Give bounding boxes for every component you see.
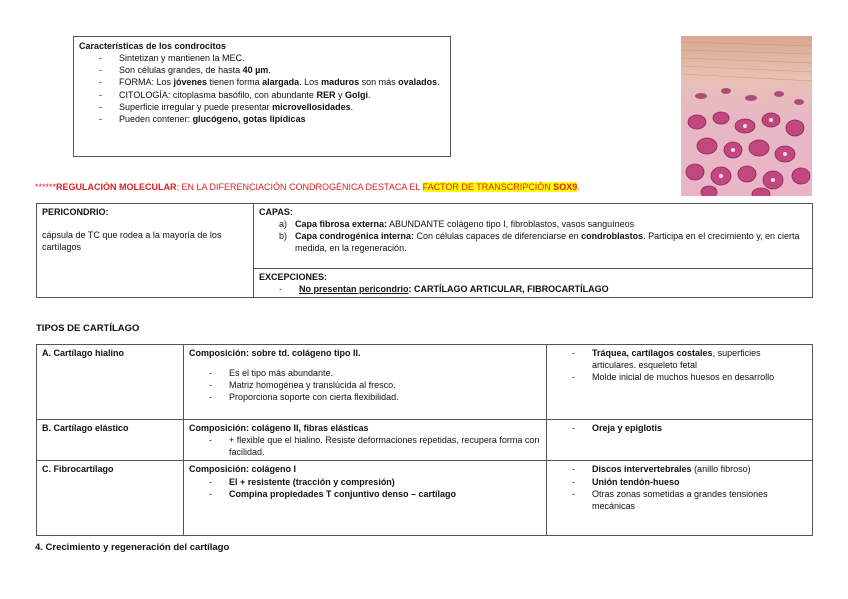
- micrograph-image: [681, 36, 812, 196]
- tipo-location-cell: [547, 420, 813, 461]
- text-run: Oreja y epiglotis: [592, 423, 663, 433]
- condrocitos-item: [79, 52, 445, 64]
- capa-desc: ABUNDANTE colágeno tipo I, fibroblastos, vasos sanguíneos: [387, 219, 635, 230]
- text-run: .: [268, 65, 271, 76]
- text-run: CITOLOGÍA: citoplasma basófilo, con abundante: [119, 89, 317, 100]
- condrocitos-item: [79, 76, 445, 88]
- tipo-composition: Composición: colágeno II, fibras elásticas: [189, 423, 369, 433]
- excepciones-title: EXCEPCIONES:: [259, 272, 328, 282]
- capa-desc: Con células capaces de diferenciarse en: [414, 231, 582, 242]
- capa-marker: b): [279, 231, 288, 242]
- location-list: [552, 463, 807, 512]
- location-item: [552, 422, 807, 434]
- location-list: [552, 347, 807, 383]
- capa-name: Capa condrogénica interna:: [295, 231, 415, 242]
- composition-item: [189, 434, 541, 458]
- text-run: jóvenes: [173, 77, 208, 88]
- composition-item: [189, 367, 541, 379]
- capa-item: [259, 218, 807, 230]
- composition-text: Compina propiedades T conjuntivo denso – cartílago: [229, 488, 457, 499]
- condrocitos-item: [79, 89, 445, 101]
- text-run: Superficie irregular y puede presentar: [119, 101, 273, 112]
- text-run: son más: [359, 77, 399, 88]
- pericondrio-description: cápsula de TC que rodea a la mayoría de los cartílagos: [42, 230, 222, 253]
- location-item: [552, 371, 807, 383]
- tipo-row: [37, 345, 813, 420]
- tipo-row: [37, 461, 813, 536]
- highlight-sox9: SOX9: [553, 182, 578, 192]
- tipo-name-cell: [37, 420, 184, 461]
- composition-text: El + resistente (tracción y compresión): [229, 476, 395, 487]
- text-run: Tráquea, cartílagos costales: [592, 348, 713, 358]
- composition-item: [189, 391, 541, 403]
- location-item: [552, 476, 807, 488]
- tipo-composition-cell: [184, 420, 547, 461]
- capas-title: CAPAS:: [259, 207, 293, 217]
- regulacion-stars: ******: [35, 182, 57, 192]
- tipo-composition-cell: [184, 461, 547, 536]
- excepciones-list: [259, 283, 807, 295]
- condrocitos-item: [79, 64, 445, 76]
- condrocitos-list: [79, 52, 445, 125]
- text-run: tienen forma: [207, 77, 263, 88]
- capas-list: [259, 218, 807, 254]
- text-run: .: [350, 101, 354, 112]
- capa-item: [259, 230, 807, 254]
- location-list: [552, 422, 807, 434]
- capa-name: Capa fibrosa externa:: [295, 219, 388, 230]
- location-item: [552, 488, 807, 512]
- composition-list: [189, 367, 541, 403]
- text-run: y: [335, 89, 345, 100]
- text-run: Sintetizan y mantienen la MEC.: [119, 53, 245, 64]
- pericondrio-title: PERICONDRIO:: [42, 207, 109, 217]
- capa-desc-end: . Participa en el crecimiento y, en cierta medida, en la regeneración.: [295, 231, 800, 254]
- composition-item: [189, 476, 541, 488]
- tipo-name-cell: [37, 345, 184, 420]
- text-run: glucógeno, gotas lipídicas: [192, 113, 306, 124]
- text-run: , superficies articulares. esqueleto fetal: [592, 348, 761, 371]
- location-item: [552, 463, 807, 475]
- composition-text: Matriz homogénea y translúcida al fresco.: [229, 380, 396, 391]
- text-run: Golgi: [344, 89, 368, 100]
- composition-text: Es el tipo más abundante.: [229, 368, 334, 379]
- text-run: Son células grandes, de hasta: [119, 65, 243, 76]
- condrocitos-item: [79, 113, 445, 125]
- regulacion-molecular-line: [35, 181, 815, 193]
- composition-list: [189, 434, 541, 458]
- tipo-row: [37, 420, 813, 461]
- tipo-composition-cell: [184, 345, 547, 420]
- composition-item: [189, 379, 541, 391]
- excepcion-underlined: No presentan pericondrio: [299, 284, 409, 295]
- tipos-table: [36, 344, 813, 536]
- composition-text: + flexible que el hialino. Resiste deformaciones repetidas, recupera forma con facilidad.: [229, 435, 540, 458]
- pericondrio-table: [36, 203, 813, 298]
- text-run: 40 µm: [242, 65, 269, 76]
- tipos-heading: TIPOS DE CARTÍLAGO: [36, 323, 140, 334]
- composition-item: [189, 488, 541, 500]
- tipo-name: A. Cartílago hialino: [42, 348, 125, 358]
- text-run: alargada: [262, 77, 300, 88]
- regulacion-text: : EN LA DIFERENCIACIÓN CONDROGÉNICA DESTACA EL: [176, 182, 423, 192]
- text-run: RER: [316, 89, 336, 100]
- highlight-prefix: FACTOR DE TRANSCRIPCIÓN: [422, 182, 554, 192]
- location-item: [552, 347, 807, 371]
- excepcion-rest: : CARTÍLAGO ARTICULAR, FIBROCARTÍLAGO: [408, 284, 609, 295]
- regulacion-end: .: [577, 182, 580, 192]
- capas-cell: [254, 204, 813, 269]
- text-run: Molde inicial de muchos huesos en desarrollo: [592, 372, 775, 383]
- condrocitos-box: [73, 36, 451, 157]
- tipo-composition: Composición: colágeno I: [189, 464, 297, 475]
- text-run: (anillo fibroso): [691, 464, 751, 475]
- cartilage-micrograph: [681, 36, 812, 196]
- text-run: maduros: [321, 77, 360, 88]
- text-run: . Los: [299, 77, 322, 88]
- excepcion-item: [259, 283, 807, 295]
- section-4-heading: 4. Crecimiento y regeneración del cartílago: [35, 542, 230, 553]
- excepciones-cell: [254, 269, 813, 298]
- text-run: .: [367, 89, 371, 100]
- tipo-name: B. Cartílago elástico: [42, 423, 129, 433]
- capa-marker: a): [279, 219, 288, 230]
- text-run: Unión tendón-hueso: [592, 476, 680, 487]
- regulacion-label: REGULACIÓN MOLECULAR: [56, 182, 177, 192]
- tipo-name-cell: [37, 461, 184, 536]
- composition-text: Proporciona soporte con cierta flexibilidad.: [229, 392, 399, 403]
- text-run: FORMA: Los: [119, 77, 174, 88]
- text-run: Discos intervertebrales: [592, 464, 692, 475]
- text-run: .: [437, 77, 440, 88]
- condrocitos-title: Características de los condrocitos: [79, 41, 227, 51]
- composition-list: [189, 476, 541, 500]
- text-run: Pueden contener:: [119, 113, 193, 124]
- pericondrio-cell: [37, 204, 254, 298]
- tipo-composition: Composición: sobre td. colágeno tipo II.: [189, 348, 361, 358]
- text-run: microvellosidades: [272, 101, 351, 112]
- tipo-location-cell: [547, 461, 813, 536]
- regulacion-highlight: [423, 182, 578, 192]
- capa-desc-bold: condroblastos: [581, 231, 644, 242]
- tipo-name: C. Fibrocartílago: [42, 464, 114, 475]
- tipo-location-cell: [547, 345, 813, 420]
- text-run: Otras zonas sometidas a grandes tensiones mecánicas: [592, 488, 768, 511]
- condrocitos-item: [79, 101, 445, 113]
- text-run: ovalados: [398, 77, 438, 88]
